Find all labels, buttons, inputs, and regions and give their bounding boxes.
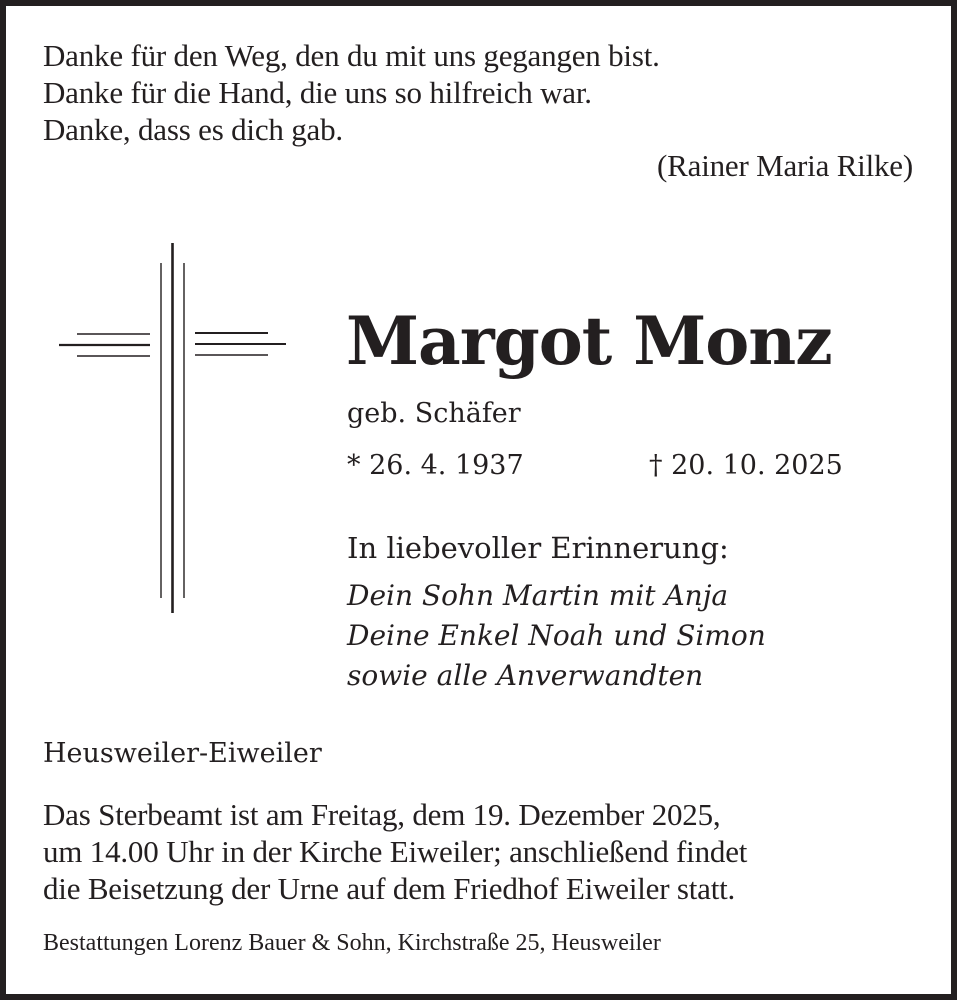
quote-line: Danke, dass es dich gab. (43, 112, 343, 147)
birth-date: * 26. 4. 1937 (347, 450, 524, 481)
quote-attribution: (Rainer Maria Rilke) (657, 148, 913, 183)
deceased-name: Margot Monz (346, 302, 832, 380)
maiden-name: geb. Schäfer (347, 398, 521, 429)
obituary-notice (6, 6, 951, 994)
remembrance-heading: In liebevoller Erinnerung: (347, 531, 729, 565)
mourner-line: Dein Sohn Martin mit Anja (347, 579, 729, 612)
service-line: Das Sterbeamt ist am Freitag, dem 19. Dezember 2025, (43, 797, 721, 832)
service-line: die Beisetzung der Urne auf dem Friedhof Eiweiler statt. (43, 871, 736, 906)
mourner-line: Deine Enkel Noah und Simon (347, 619, 766, 652)
quote-line: Danke für den Weg, den du mit uns gegangen bist. (43, 38, 660, 73)
funeral-home: Bestattungen Lorenz Bauer & Sohn, Kirchstraße 25, Heusweiler (43, 930, 661, 956)
death-date: † 20. 10. 2025 (649, 450, 843, 481)
quote-line: Danke für die Hand, die uns so hilfreich war. (43, 75, 592, 110)
mourner-line: sowie alle Anverwandten (347, 659, 704, 692)
location: Heusweiler-Eiweiler (43, 738, 322, 769)
service-line: um 14.00 Uhr in der Kirche Eiweiler; anschließend findet (43, 834, 748, 869)
